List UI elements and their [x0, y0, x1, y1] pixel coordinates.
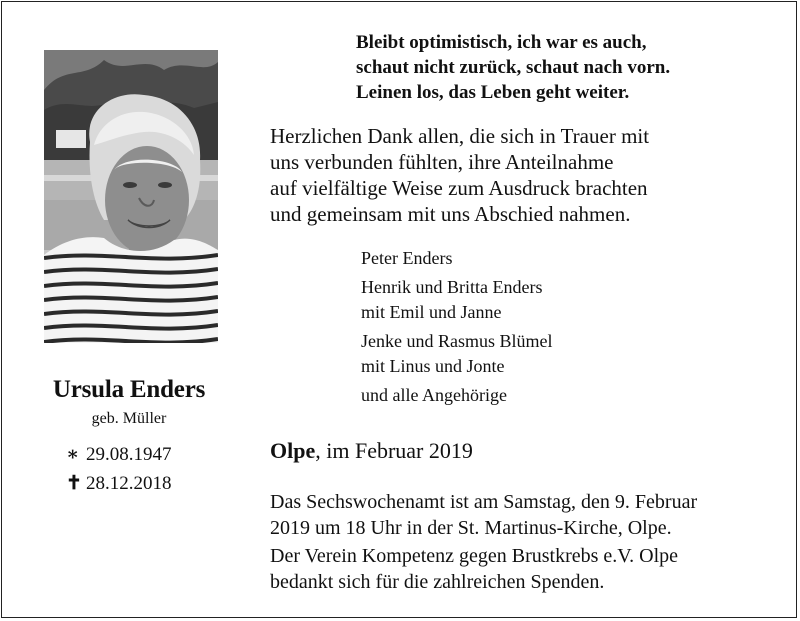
thanks-line: Herzlichen Dank allen, die sich in Trauer mit	[270, 124, 650, 148]
mourner-line: Henrik und Britta Enders	[361, 277, 543, 297]
mourner-group	[361, 246, 553, 271]
death-cross-icon: ✝	[66, 473, 82, 494]
thanks-text	[270, 123, 649, 227]
service-line: Das Sechswochenamt ist am Samstag, den 9. Februar	[270, 491, 698, 513]
death-date-line	[66, 472, 172, 495]
service-info	[270, 489, 697, 595]
motto-line: Leinen los, das Leben geht weiter.	[356, 82, 630, 103]
mourner-group	[361, 383, 553, 408]
birth-date-line	[66, 443, 172, 466]
service-line: 2019 um 18 Uhr in der St. Martinus-Kirche, Olpe.	[270, 517, 672, 539]
mourner-line: und alle Angehörige	[361, 385, 507, 405]
place-date	[270, 438, 473, 464]
birth-star-icon: ∗	[66, 444, 80, 465]
mourner-group	[361, 329, 553, 379]
donation-line: Der Verein Kompetenz gegen Brustkrebs e.V. Olpe	[270, 545, 679, 567]
date-text: , im Februar 2019	[315, 438, 473, 463]
motto-quote	[356, 30, 670, 105]
death-date: 28.12.2018	[86, 473, 172, 494]
motto-line: Bleibt optimistisch, ich war es auch,	[356, 32, 647, 53]
mourner-line: mit Emil und Janne	[361, 302, 502, 322]
maiden-name: geb. Müller	[91, 410, 167, 427]
mourner-line: Jenke und Rasmus Blümel	[361, 331, 553, 351]
portrait-photo	[44, 50, 218, 343]
mourner-group	[361, 275, 553, 325]
thanks-line: und gemeinsam mit uns Abschied nahmen.	[270, 202, 631, 226]
donation-line: bedankt sich für die zahlreichen Spenden.	[270, 571, 605, 593]
mourner-line: Peter Enders	[361, 248, 453, 268]
deceased-name: Ursula Enders	[52, 376, 206, 403]
birth-date: 29.08.1947	[86, 444, 172, 465]
service-paragraph	[270, 489, 697, 541]
mourners-list	[361, 246, 553, 412]
thanks-line: auf vielfältige Weise zum Ausdruck brachten	[270, 176, 648, 200]
place-name: Olpe	[270, 438, 316, 463]
thanks-line: uns verbunden fühlten, ihre Anteilnahme	[270, 150, 614, 174]
donation-paragraph	[270, 543, 697, 595]
motto-line: schaut nicht zurück, schaut nach vorn.	[356, 57, 671, 78]
mourner-line: mit Linus und Jonte	[361, 356, 505, 376]
